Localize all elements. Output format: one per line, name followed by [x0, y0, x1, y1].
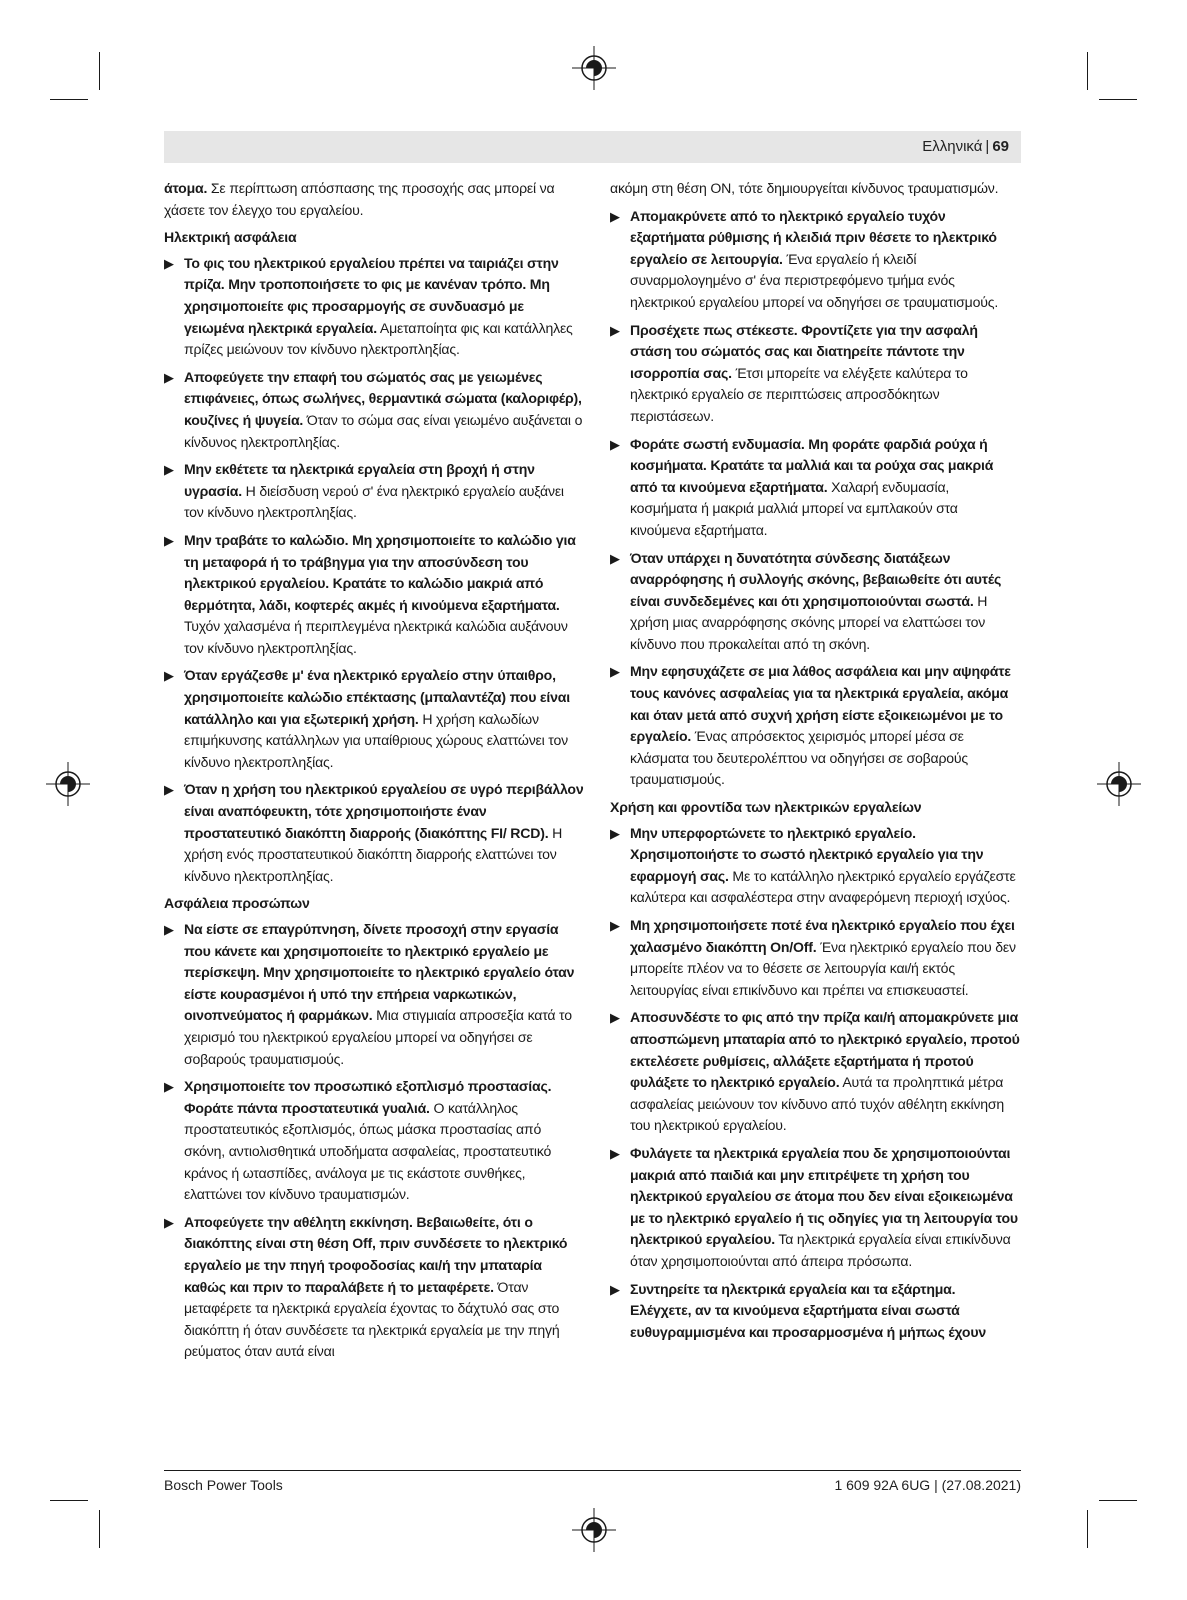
list-item — [610, 1143, 1020, 1273]
item-bold: Μην εκθέτετε τα ηλεκτρικά εργαλεία στη βροχή ή στην υγρασία. — [184, 461, 535, 499]
bullet-arrow-icon: ▶ — [610, 918, 620, 933]
item-text: Έτσι μπορείτε να ελέγξετε καλύτερα το ηλεκτρικό εργαλείο σε περιπτώσεις απροσδόκητων περιστάσεων. — [630, 364, 968, 424]
item-text: Ένα ηλεκτρικό εργαλείο που δεν μπορείτε πλέον να το θέσετε σε λειτουργία και/ή εκτός λειτουργίας είναι επικίνδυνο και πρέπει να επισκευαστεί. — [630, 938, 1016, 998]
list-item — [610, 661, 1020, 791]
bullet-arrow-icon: ▶ — [164, 369, 174, 385]
list-item — [610, 434, 1020, 542]
bullet-arrow-icon: ▶ — [610, 322, 620, 338]
item-text: Αυτά τα προληπτικά μέτρα ασφαλείας μειώνουν τον κίνδυνο από τυχόν αθέλητη εκκίνηση του ηλεκτρικού εργαλείου. — [630, 1074, 1005, 1134]
bullet-arrow-icon: ▶ — [164, 782, 174, 798]
bullet-arrow-icon: ▶ — [610, 1145, 620, 1161]
item-text: Τα ηλεκτρικά εργαλεία είναι επικίνδυνα όταν χρησιμοποιούνται από άπειρα πρόσωπα. — [630, 1231, 1011, 1269]
left-column — [164, 178, 584, 1369]
footer-brand: Bosch Power Tools — [164, 1477, 283, 1493]
crop-mark — [1099, 99, 1137, 100]
item-text: Η χρήση καλωδίων επιμήκυνσης κατάλληλων για υπαίθριους χώρους ελαττώνει τον κίνδυνο ηλεκτροπληξίας. — [184, 710, 568, 770]
item-text: Όταν μεταφέρετε τα ηλεκτρικά εργαλεία έχοντας το δάχτυλό σας στο διακόπτη ή όταν συνδέσετε τα ηλεκτρικά εργαλεία με την πηγή ρεύματος όταν αυτά είναι — [184, 1278, 560, 1360]
item-text: Η χρήση ενός προστατευτικού διακόπτη διαρροής ελαττώνει τον κίνδυνο ηλεκτροπληξίας. — [184, 824, 563, 884]
item-bold: Μην υπερφορτώνετε το ηλεκτρικό εργαλείο. Χρησιμοποιήστε το σωστό ηλεκτρικό εργαλείο για την εφαρμογή σας. — [630, 824, 984, 884]
intro-text: Σε περίπτωση απόσπασης της προσοχής σας μπορεί να χάσετε τον έλεγχο του εργαλείου. — [164, 180, 555, 218]
bullet-arrow-icon: ▶ — [164, 532, 174, 548]
header-language: Ελληνικά — [922, 138, 983, 155]
page-number: 69 — [992, 138, 1009, 155]
item-bold: Αποσυνδέστε το φις από την πρίζα και/ή απομακρύνετε μια αποσπώμενη μπαταρία από το ηλεκτρικό εργαλείο, προτού εκτελέσετε ρυθμίσεις, αλλάξετε εξαρτήματα ή προτού φυλάξετε το ηλεκτρικό εργαλείο. — [630, 1009, 1020, 1091]
item-bold: Όταν εργάζεσθε μ' ένα ηλεκτρικό εργαλείο στην ύπαιθρο, χρησιμοποιείτε καλώδιο επέκτασης (μπαλαντέζα) που είναι κατάλληλο και για εξωτερική χρήση. — [184, 667, 570, 727]
section-heading-personal: Ασφάλεια προσώπων — [164, 895, 310, 912]
bullet-arrow-icon: ▶ — [164, 1214, 174, 1230]
bullet-arrow-icon: ▶ — [164, 1079, 174, 1095]
intro-bold: άτομα. — [164, 180, 208, 196]
item-bold: Χρησιμοποιείτε τον προσωπικό εξοπλισμό προστασίας. Φοράτε πάντα προστατευτικά γυαλιά. — [184, 1078, 552, 1116]
item-text: Ο κατάλληλος προστατευτικός εξοπλισμός, όπως μάσκα προστασίας από σκόνη, αντιολισθητικά υποδήματα ασφαλείας, προστατευτικό κράνος ή ωτασπίδες, ανάλογα με τις εκάστοτε συνθήκες, ελαττώνει τον κίνδυνο τραυματισμών. — [184, 1099, 552, 1203]
crop-mark — [1087, 1510, 1088, 1548]
bullet-arrow-icon: ▶ — [164, 922, 174, 937]
crop-mark — [50, 1500, 88, 1501]
item-text: Η διείσδυση νερού σ' ένα ηλεκτρικό εργαλείο αυξάνει τον κίνδυνο ηλεκτροπληξίας. — [184, 482, 564, 521]
list-item — [610, 1007, 1020, 1137]
continuation-paragraph: ακόμη στη θέση ON, τότε δημιουργείται κίνδυνος τραυματισμών. — [610, 180, 999, 196]
bullet-arrow-icon: ▶ — [610, 664, 620, 680]
item-text: Με το κατάλληλο ηλεκτρικό εργαλείο εργάζεστε καλύτερα και ασφαλέστερα στην αναφερόμενη περιοχή ισχύος. — [630, 867, 1016, 906]
item-bold: Αποφεύγετε την επαφή του σώματός σας με γειωμένες επιφάνειες, όπως σωλήνες, θερμαντικά σώματα (καλοριφέρ), κουζίνες ή ψυγεία. — [184, 368, 582, 428]
list-item — [164, 367, 584, 453]
bullet-arrow-icon: ▶ — [610, 1010, 620, 1026]
list-item — [164, 779, 584, 887]
item-text: Ένας απρόσεκτος χειρισμός μπορεί μέσα σε κλάσματα του δευτερολέπτου να οδηγήσει σε σοβαρούς τραυματισμούς. — [630, 728, 969, 788]
header-label — [922, 138, 1009, 155]
item-text: Μια στιγμιαία απροσεξία κατά το χειρισμό του ηλεκτρικού εργαλείου μπορεί να οδηγήσει σε σοβαρούς τραυματισμούς. — [184, 1007, 572, 1067]
footer-doc-id: 1 609 92A 6UG | (27.08.2021) — [834, 1477, 1021, 1493]
registration-mark-icon — [572, 1508, 616, 1552]
bullet-arrow-icon: ▶ — [164, 668, 174, 684]
list-item — [164, 530, 584, 660]
crop-mark — [50, 99, 88, 100]
list-item — [164, 1212, 584, 1363]
intro-paragraph — [164, 178, 584, 221]
registration-mark-icon — [1097, 762, 1141, 806]
list-item — [610, 1279, 1020, 1344]
list-item — [164, 459, 584, 524]
item-bold: Το φις του ηλεκτρικού εργαλείου πρέπει να ταιριάζει στην πρίζα. Μην τροποποιήσετε το φις με κανέναν τρόπο. Μη χρησιμοποιείτε φις προσαρμογής σε συνδυασμό με γειωμένα ηλεκτρικά εργαλεία. — [184, 254, 559, 336]
section-heading-use: Χρήση και φροντίδα των ηλεκτρικών εργαλείων — [610, 799, 922, 816]
bullet-arrow-icon: ▶ — [610, 825, 620, 841]
item-bold: Φοράτε σωστή ενδυμασία. Μη φοράτε φαρδιά ρούχα ή κοσμήματα. Κρατάτε τα μαλλιά και τα ρούχα σας μακριά από τα κινούμενα εξαρτήματα. — [630, 435, 994, 495]
bullet-arrow-icon: ▶ — [610, 208, 620, 224]
crop-mark — [99, 1510, 100, 1548]
registration-mark-icon — [572, 46, 616, 90]
item-bold: Όταν η χρήση του ηλεκτρικού εργαλείου σε υγρό περιβάλλον είναι αναπόφευκτη, τότε χρησιμοποιήστε έναν προστατευτικό διακόπτη διαρροής (διακόπτης FI/ RCD). — [184, 781, 584, 841]
list-item — [610, 823, 1020, 909]
item-bold: Μη χρησιμοποιήσετε ποτέ ένα ηλεκτρικό εργαλείο που έχει χαλασμένο διακόπτη On/Off. — [630, 917, 1015, 955]
crop-mark — [1087, 52, 1088, 90]
section-heading-electrical: Ηλεκτρική ασφάλεια — [164, 229, 297, 246]
item-bold: Μην τραβάτε το καλώδιο. Μη χρησιμοποιείτε το καλώδιο για τη μεταφορά ή το τράβηγμα για την αποσύνδεση του ηλεκτρικού εργαλείου. Κρατάτε το καλώδιο μακριά από θερμότητα, λάδι, κοφτερές ακμές ή κινούμενα εξαρτήματα. — [184, 531, 576, 613]
crop-mark — [99, 52, 100, 90]
bullet-arrow-icon: ▶ — [610, 436, 620, 452]
item-text: Η χρήση μιας αναρρόφησης σκόνης μπορεί να ελαττώσει τον κίνδυνο που προκαλείται από τη σκόνη. — [630, 592, 988, 652]
bullet-arrow-icon: ▶ — [610, 550, 620, 566]
item-text: Ένα εργαλείο ή κλειδί συναρμολογημένο σ' ένα περιστρεφόμενο τμήμα ενός ηλεκτρικού εργαλείου μπορεί να οδηγήσει σε τραυματισμούς. — [630, 250, 999, 310]
list-item — [164, 1076, 584, 1206]
list-item — [164, 919, 584, 1070]
page-header — [164, 131, 1021, 163]
list-item — [610, 320, 1020, 428]
crop-mark — [1099, 1500, 1137, 1501]
item-bold: Αποφεύγετε την αθέλητη εκκίνηση. Βεβαιωθείτε, ότι ο διακόπτης είναι στη θέση Off, πριν συνδέσετε το ηλεκτρικό εργαλείο με την πηγή τροφοδοσίας και/ή την μπαταρία καθώς και πριν το παραλάβετε ή το μεταφέρετε. — [184, 1213, 568, 1295]
item-bold: Προσέχετε πως στέκεστε. Φροντίζετε για την ασφαλή στάση του σώματός σας και διατηρείτε πάντοτε την ισορροπία σας. — [630, 321, 978, 381]
list-item — [164, 253, 584, 361]
item-bold: Μην εφησυχάζετε σε μια λάθος ασφάλεια και μην αψηφάτε τους κανόνες ασφαλείας για τα ηλεκτρικά εργαλεία, ακόμα και όταν μετά από συχνή χρήση είστε εξοικειωμένοι με το εργαλείο. — [630, 663, 1011, 745]
list-item — [610, 915, 1020, 1001]
bullet-arrow-icon: ▶ — [164, 255, 174, 271]
item-text: Όταν το σώμα σας είναι γειωμένο αυξάνεται ο κίνδυνος ηλεκτροπληξίας. — [184, 411, 583, 450]
list-item — [610, 206, 1020, 314]
item-text: Χαλαρή ενδυμασία, κοσμήματα ή μακριά μαλλιά μπορεί να εμπλακούν στα κινούμενα εξαρτήματα. — [630, 478, 958, 538]
registration-mark-icon — [46, 762, 90, 806]
item-bold: Όταν υπάρχει η δυνατότητα σύνδεσης διατάξεων αναρρόφησης ή συλλογής σκόνης, βεβαιωθείτε ότι αυτές είναι συνδεδεμένες και ότι χρησιμοποιούνται σωστά. — [630, 549, 1002, 609]
item-text: Τυχόν χαλασμένα ή περιπλεγμένα ηλεκτρικά καλώδια αυξάνουν τον κίνδυνο ηλεκτροπληξίας. — [184, 618, 568, 656]
bullet-arrow-icon: ▶ — [610, 1281, 620, 1297]
list-item — [164, 665, 584, 773]
item-text: Αμεταποίητα φις και κατάλληλες πρίζες μειώνουν τον κίνδυνο ηλεκτροπληξίας. — [184, 319, 573, 358]
bullet-arrow-icon: ▶ — [164, 462, 174, 478]
item-bold: Να είστε σε επαγρύπνηση, δίνετε προσοχή στην εργασία που κάνετε και χρησιμοποιείτε το ηλεκτρικό εργαλείο με περίσκεψη. Μην χρησιμοποιείτε το ηλεκτρικό εργαλείο όταν είστε κουρασμένοι ή υπό την επήρεια ναρκωτικών, οινοπνεύματος ή φαρμάκων. — [184, 921, 575, 1024]
item-bold: Συντηρείτε τα ηλεκτρικά εργαλεία και τα εξάρτημα. Ελέγχετε, αν τα κινούμενα εξαρτήματα είναι σωστά ευθυγραμμισμένα και προσαρμοσμένα ή μήπως έχουν — [630, 1280, 986, 1340]
item-bold: Φυλάγετε τα ηλεκτρικά εργαλεία που δε χρησιμοποιούνται μακριά από παιδιά και μην επιτρέψετε τη χρήση του ηλεκτρικού εργαλείου σε άτομα που δεν είναι εξοικειωμένα με το ηλεκτρικό εργαλείο ή τις οδηγίες για τη λειτουργία του ηλεκτρικού εργαλείου. — [630, 1144, 1018, 1248]
header-separator: | — [985, 138, 990, 155]
item-bold: Απομακρύνετε από το ηλεκτρικό εργαλείο τυχόν εξαρτήματα ρύθμισης ή κλειδιά πριν θέσετε το ηλεκτρικό εργαλείο σε λειτουργία. — [630, 207, 997, 267]
list-item — [610, 548, 1020, 656]
page-footer — [164, 1470, 1021, 1493]
right-column — [610, 178, 1020, 1349]
